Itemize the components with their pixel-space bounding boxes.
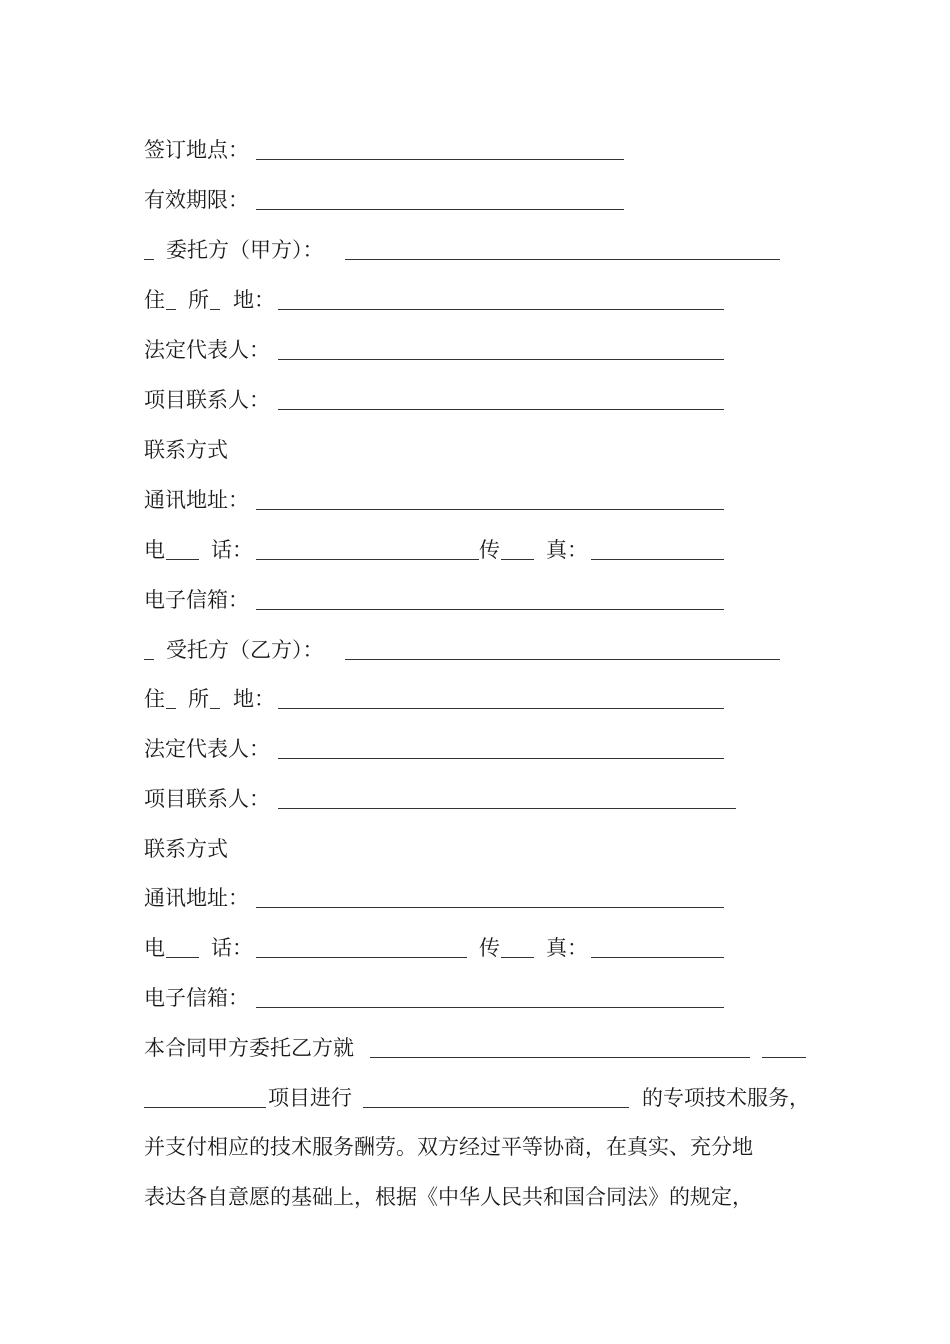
service-subject-field[interactable] bbox=[370, 1057, 750, 1058]
party-b-address-blank-1 bbox=[166, 708, 176, 709]
party-a-address-blank-1 bbox=[166, 309, 176, 310]
body-line-4-text: 表达各自意愿的基础上，根据《中华人民共和国合同法》的规定， bbox=[144, 1185, 753, 1209]
valid-period-field[interactable] bbox=[256, 209, 624, 210]
body-line-2-text-b: 的专项技术服务， bbox=[642, 1086, 810, 1110]
service-content-field[interactable] bbox=[363, 1107, 629, 1108]
party-b-project-contact-field[interactable] bbox=[278, 808, 736, 809]
party-b-phone-blank bbox=[166, 957, 199, 958]
party-b-name-field[interactable] bbox=[345, 659, 780, 660]
party-a-name-field[interactable] bbox=[345, 259, 780, 260]
party-b-fax-field[interactable] bbox=[591, 957, 724, 958]
party-a-prefix-blank bbox=[144, 259, 154, 260]
party-b-contact-heading: 联系方式 bbox=[144, 837, 228, 861]
sign-place-field[interactable] bbox=[256, 159, 624, 160]
party-a-phone-blank bbox=[166, 559, 199, 560]
party-a-fax-blank bbox=[501, 559, 534, 560]
party-a-fax-label-1: 传 bbox=[479, 538, 500, 562]
party-a-legal-rep-label: 法定代表人： bbox=[144, 338, 270, 362]
party-a-address-field[interactable] bbox=[278, 309, 724, 310]
party-b-fax-label-2: 真： bbox=[546, 936, 588, 960]
party-b-prefix-blank bbox=[144, 659, 154, 660]
party-b-mail-address-field[interactable] bbox=[256, 907, 724, 908]
party-b-address-label-3: 地： bbox=[233, 687, 275, 711]
party-a-address-blank-2 bbox=[210, 309, 220, 310]
party-a-fax-field[interactable] bbox=[591, 559, 724, 560]
party-a-mail-address-label: 通讯地址： bbox=[144, 488, 249, 512]
valid-period-label: 有效期限： bbox=[144, 188, 249, 212]
party-b-email-field[interactable] bbox=[256, 1007, 724, 1008]
party-a-email-field[interactable] bbox=[256, 609, 724, 610]
party-a-title: 委托方（甲方）： bbox=[166, 238, 324, 262]
party-b-address-field[interactable] bbox=[278, 708, 724, 709]
party-b-mail-address-label: 通讯地址： bbox=[144, 886, 249, 910]
party-a-email-label: 电子信箱： bbox=[144, 588, 249, 612]
party-a-mail-address-field[interactable] bbox=[256, 509, 724, 510]
party-b-email-label: 电子信箱： bbox=[144, 986, 249, 1010]
party-b-fax-blank bbox=[501, 957, 534, 958]
party-a-phone-label-1: 电 bbox=[144, 538, 165, 562]
party-b-address-label-1: 住 bbox=[144, 687, 165, 711]
party-a-legal-rep-field[interactable] bbox=[278, 359, 724, 360]
party-a-project-contact-field[interactable] bbox=[278, 409, 724, 410]
party-b-fax-label-1: 传 bbox=[479, 936, 500, 960]
party-a-address-label-2: 所 bbox=[188, 288, 209, 312]
party-b-address-blank-2 bbox=[210, 708, 220, 709]
body-line-2-text-a: 项目进行 bbox=[268, 1086, 352, 1110]
project-name-field[interactable] bbox=[144, 1107, 266, 1108]
party-b-legal-rep-field[interactable] bbox=[278, 758, 724, 759]
party-a-fax-label-2: 真： bbox=[546, 538, 588, 562]
party-a-address-label-1: 住 bbox=[144, 288, 165, 312]
party-b-title: 受托方（乙方）： bbox=[166, 638, 324, 662]
party-a-contact-heading: 联系方式 bbox=[144, 438, 228, 462]
party-b-address-label-2: 所 bbox=[188, 687, 209, 711]
service-subject-field-tail[interactable] bbox=[762, 1057, 806, 1058]
party-a-phone-field[interactable] bbox=[256, 559, 479, 560]
party-b-phone-field[interactable] bbox=[256, 957, 467, 958]
party-b-phone-label-2: 话： bbox=[211, 936, 253, 960]
party-b-legal-rep-label: 法定代表人： bbox=[144, 737, 270, 761]
party-b-phone-label-1: 电 bbox=[144, 936, 165, 960]
body-line-3-text: 并支付相应的技术服务酬劳。双方经过平等协商，在真实、充分地 bbox=[144, 1135, 753, 1159]
party-b-project-contact-label: 项目联系人： bbox=[144, 787, 270, 811]
sign-place-label: 签订地点： bbox=[144, 138, 249, 162]
party-a-project-contact-label: 项目联系人： bbox=[144, 388, 270, 412]
party-a-address-label-3: 地： bbox=[233, 288, 275, 312]
party-a-phone-label-2: 话： bbox=[211, 538, 253, 562]
body-line-1-text: 本合同甲方委托乙方就 bbox=[144, 1036, 354, 1060]
